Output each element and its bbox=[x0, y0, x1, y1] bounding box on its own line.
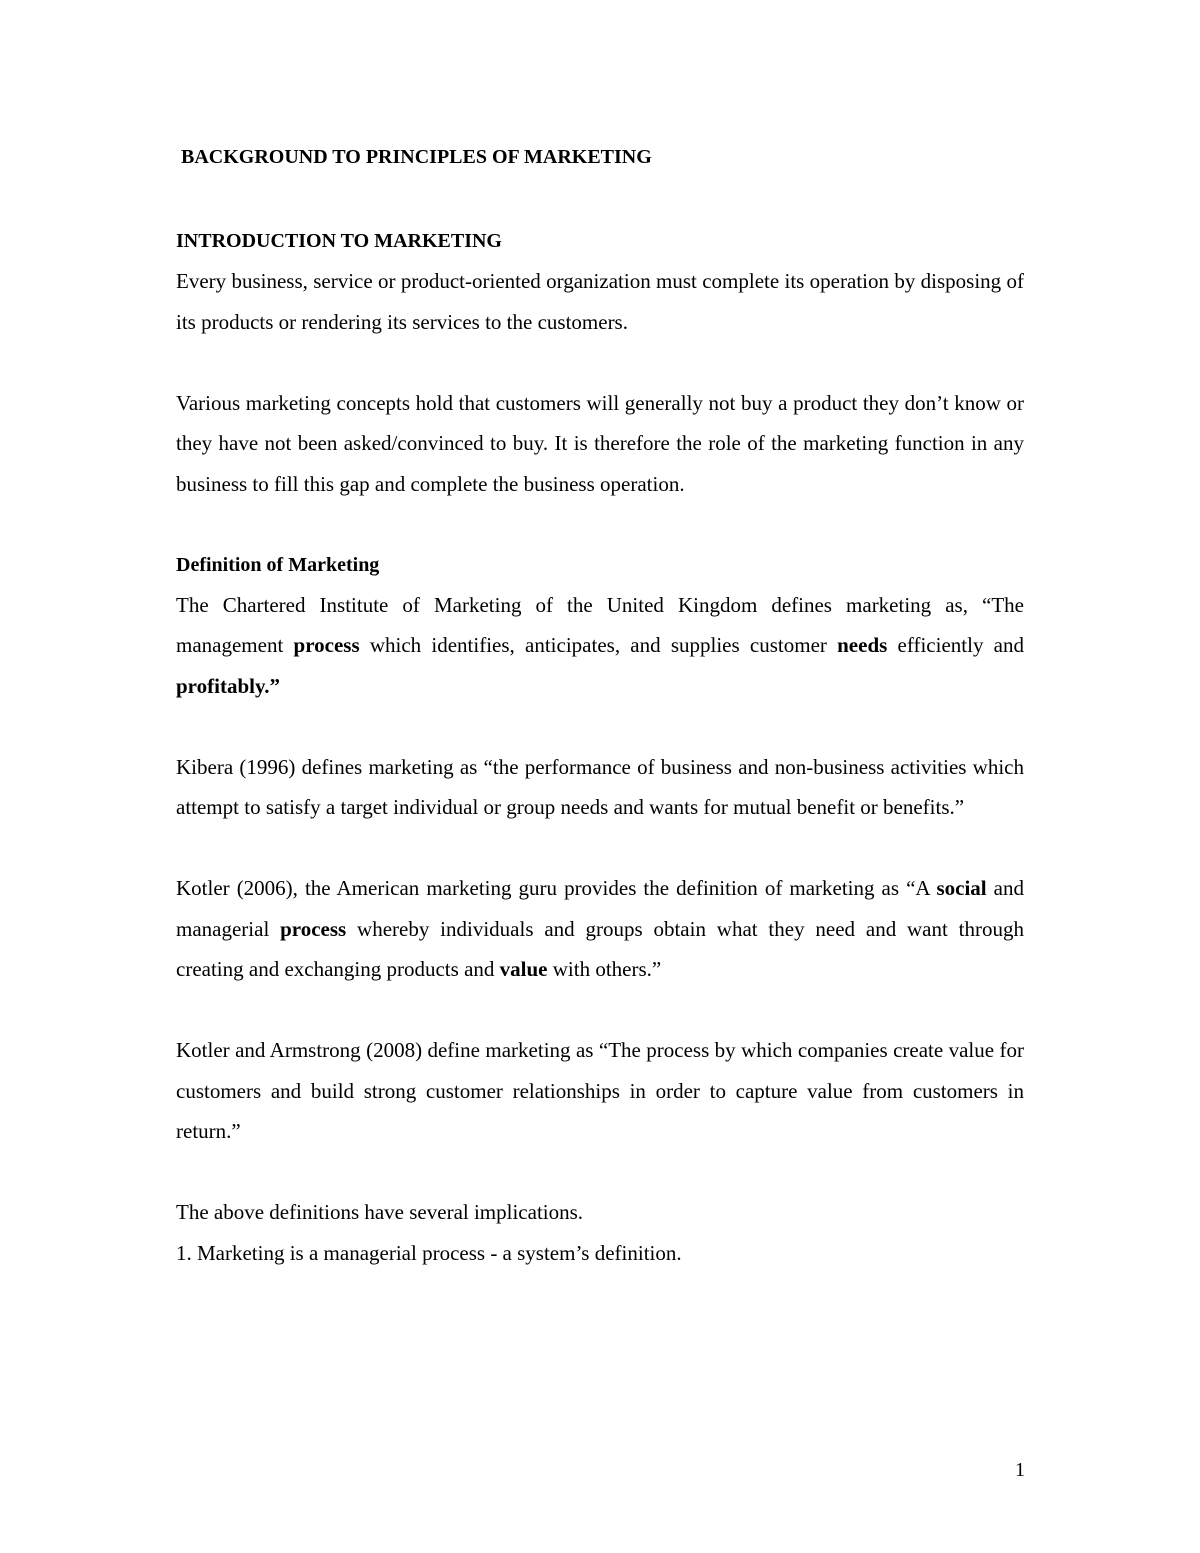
spacer bbox=[176, 173, 1024, 221]
kotler-bold-process: process bbox=[280, 916, 347, 941]
kotler-text-3: whereby individuals and groups obtain what they need and want through creating and exchanging products and bbox=[176, 916, 1024, 981]
intro-paragraph-1: Every business, service or product-oriented organization must complete its operation by disposing of its products or rendering its services to the customers. bbox=[176, 269, 1024, 334]
intro-heading: INTRODUCTION TO MARKETING bbox=[176, 230, 502, 252]
kotler-text-4: with others.” bbox=[547, 957, 662, 981]
intro-paragraph-2: Various marketing concepts hold that customers will generally not buy a product they don’t know or they have not been asked/convinced to buy. It is therefore the role of the marketing function in any business to fill this gap and complete the business operation. bbox=[176, 390, 1024, 496]
cim-bold-profitably: profitably.” bbox=[176, 673, 281, 698]
spacer bbox=[176, 1152, 1024, 1193]
definition-heading: Definition of Marketing bbox=[176, 553, 380, 576]
implications-intro: The above definitions have several implications. bbox=[176, 1200, 584, 1224]
cim-text-3: efficiently and bbox=[887, 633, 1024, 657]
kibera-definition-paragraph: Kibera (1996) defines marketing as “the performance of business and non-business activities which attempt to satisfy a target individual or group needs and wants for mutual benefit or benefits.” bbox=[176, 754, 1024, 819]
spacer bbox=[176, 706, 1024, 747]
implication-item-1: 1. Marketing is a managerial process - a system’s definition. bbox=[176, 1240, 682, 1265]
spacer bbox=[176, 828, 1024, 869]
cim-bold-needs: needs bbox=[837, 633, 888, 657]
kotler-definition-paragraph bbox=[176, 868, 1024, 990]
spacer bbox=[176, 504, 1024, 545]
document-title: BACKGROUND TO PRINCIPLES OF MARKETING bbox=[181, 146, 652, 168]
page-number: 1 bbox=[1015, 1459, 1025, 1481]
kotler-bold-value: value bbox=[499, 957, 548, 981]
kotler-bold-social: social bbox=[936, 876, 987, 900]
kotler-text-1: Kotler (2006), the American marketing guru provides the definition of marketing as “A bbox=[176, 876, 937, 900]
cim-bold-process: process bbox=[293, 633, 360, 657]
spacer bbox=[176, 990, 1024, 1031]
kotler-armstrong-definition-paragraph: Kotler and Armstrong (2008) define marketing as “The process by which companies create value for customers and build strong customer relationships in order to capture value from customers in return.” bbox=[176, 1038, 1024, 1143]
kotler-text-2: and managerial bbox=[176, 876, 1024, 941]
spacer bbox=[176, 342, 1024, 383]
page-content bbox=[176, 141, 1024, 1273]
cim-text-2: which identifies, anticipates, and supplies customer bbox=[359, 633, 838, 657]
cim-text-1: The Chartered Institute of Marketing of the United Kingdom defines marketing as, “The management bbox=[176, 592, 1024, 657]
cim-definition-paragraph bbox=[176, 585, 1024, 707]
